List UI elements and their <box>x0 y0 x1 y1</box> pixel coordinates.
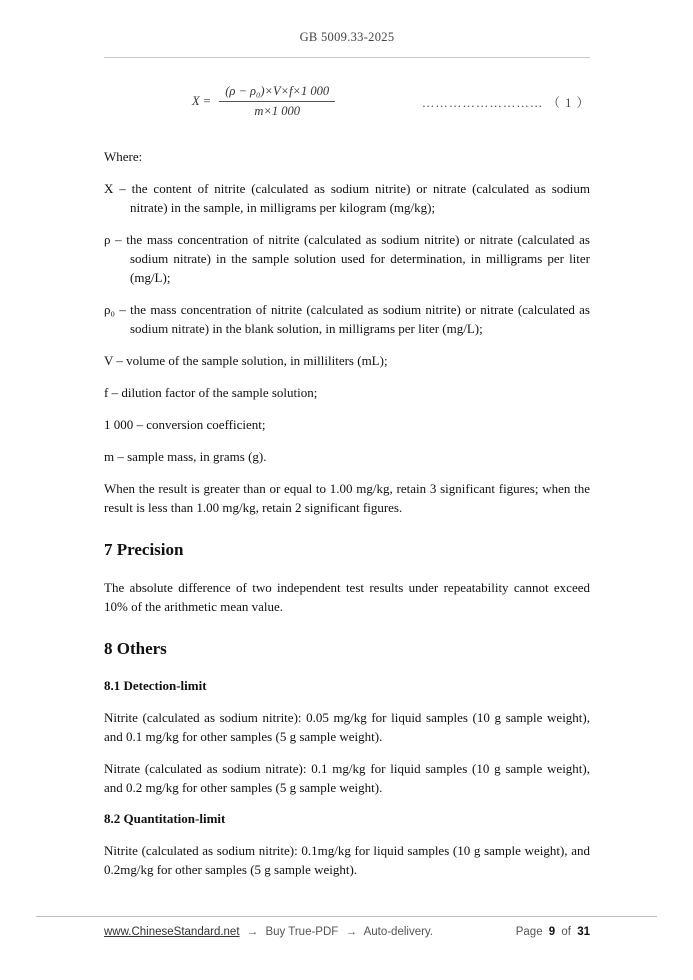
doc-number: GB 5009.33-2025 <box>299 30 395 44</box>
footer-buy-label: Buy True-PDF <box>265 926 339 938</box>
arrow-icon: → <box>345 926 357 938</box>
definition-item: V – volume of the sample solution, in milliliters (mL); <box>104 353 388 368</box>
footer-delivery-label: Auto-delivery. <box>363 926 434 938</box>
formula-expression <box>192 84 335 119</box>
section-8-heading: 8 Others <box>104 639 167 658</box>
formula-denominator: m×1 000 <box>254 104 300 118</box>
of-label: of <box>561 926 571 938</box>
page-total: 31 <box>577 926 590 938</box>
formula-dots: ……………………… <box>421 95 544 110</box>
page-footer <box>36 916 657 938</box>
formula-reference <box>422 93 590 111</box>
where-label: Where: <box>104 149 143 164</box>
quantitation-limit-nitrite: Nitrite (calculated as sodium nitrite): 0.1mg/kg for liquid samples (10 g sample weight), and 0.2mg/kg for other samples (5 g sample weight). <box>104 843 590 877</box>
definition-item: m – sample mass, in grams (g). <box>104 449 267 464</box>
definition-item: 1 000 – conversion coefficient; <box>104 417 266 432</box>
definition-item: f – dilution factor of the sample solution; <box>104 385 318 400</box>
formula-lhs: X = <box>192 94 212 108</box>
formula <box>192 84 590 119</box>
section-8-1-heading: 8.1 Detection-limit <box>104 678 207 693</box>
footer-link[interactable]: www.ChineseStandard.net <box>104 926 240 938</box>
page-indicator <box>513 926 590 938</box>
section-7-heading: 7 Precision <box>104 540 184 559</box>
formula-numerator: (ρ − ρ₀)×V×f×1 000 <box>219 84 335 102</box>
section-7-body: The absolute difference of two independent test results under repeatability cannot exceed 10% of the arithmetic mean value. <box>104 580 590 614</box>
page-header <box>104 30 590 58</box>
page-label: Page <box>515 926 543 938</box>
definition-item: X – the content of nitrite (calculated as sodium nitrite) or nitrate (calculated as sodium nitrate) in the sample, in milligrams per kilogram (mg/kg); <box>104 181 590 215</box>
section-8-2-heading: 8.2 Quantitation-limit <box>104 811 226 826</box>
footer-divider <box>36 916 657 917</box>
detection-limit-nitrate: Nitrate (calculated as sodium nitrate): 0.1 mg/kg for liquid samples (10 g sample weight), and 0.2 mg/kg for other samples (5 g sample weight). <box>104 761 590 795</box>
footer-links <box>104 926 437 938</box>
detection-limit-nitrite: Nitrite (calculated as sodium nitrite): 0.05 mg/kg for liquid samples (10 g sample weight), and 0.1 mg/kg for other samples (5 g sample weight). <box>104 710 590 744</box>
formula-number: （ 1 ） <box>547 95 590 110</box>
formula-fraction <box>219 84 335 119</box>
definition-item: ρ₀ – the mass concentration of nitrite (calculated as sodium nitrite) or nitrate (calculated as sodium nitrate) in the blank solution, in milligrams per liter (mg/L); <box>104 302 590 336</box>
definition-item: ρ – the mass concentration of nitrite (calculated as sodium nitrite) or nitrate (calculated as sodium nitrate) in the sample solution used for determination, in milligrams per liter (mg/L); <box>104 232 590 285</box>
header-divider <box>104 57 590 58</box>
page-current: 9 <box>548 926 556 938</box>
arrow-icon: → <box>246 926 259 938</box>
result-note: When the result is greater than or equal to 1.00 mg/kg, retain 3 significant figures; when the result is less than 1.00 mg/kg, retain 2 significant figures. <box>104 481 590 515</box>
